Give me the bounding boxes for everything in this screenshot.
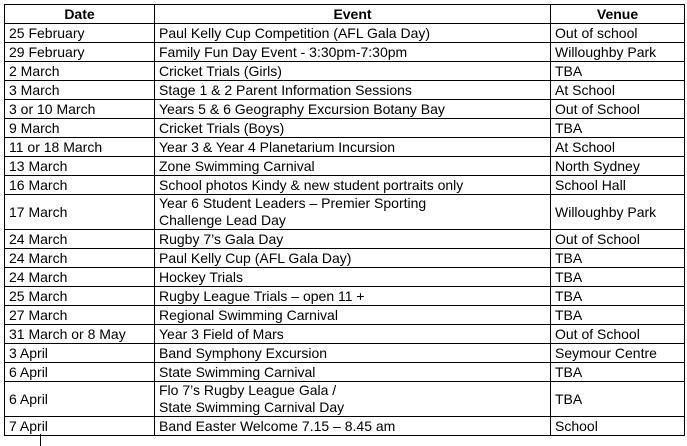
event-name-line: Flo 7’s Rugby League Gala /: [159, 382, 337, 398]
event-date: 7 April: [5, 417, 155, 436]
table-row: [5, 287, 685, 306]
event-venue: At School: [551, 138, 685, 157]
event-name: [155, 249, 551, 268]
event-name: [155, 195, 551, 230]
event-date: 31 March or 8 May: [5, 325, 155, 344]
table-row: [5, 230, 685, 249]
table-row: [5, 325, 685, 344]
event-date: 13 March: [5, 157, 155, 176]
table-row: [5, 306, 685, 325]
table-row: [5, 43, 685, 62]
event-name: [155, 62, 551, 81]
table-row: [5, 157, 685, 176]
event-name: [155, 157, 551, 176]
date-column-header: Date: [5, 5, 155, 24]
event-date: 16 March: [5, 176, 155, 195]
event-venue: Out of School: [551, 325, 685, 344]
table-row: [5, 138, 685, 157]
event-name: [155, 100, 551, 119]
event-name-line: Regional Swimming Carnival: [159, 306, 338, 323]
events-table: [4, 4, 685, 436]
event-name-line: Family Fun Day Event - 3:30pm-7:30pm: [159, 43, 408, 60]
event-name: [155, 43, 551, 62]
event-venue: TBA: [551, 119, 685, 138]
event-venue: At School: [551, 81, 685, 100]
event-venue: School Hall: [551, 176, 685, 195]
table-row: [5, 176, 685, 195]
event-venue: TBA: [551, 249, 685, 268]
event-venue: Out of School: [551, 100, 685, 119]
event-name-line: Band Symphony Excursion: [159, 344, 328, 361]
event-column-header: Event: [155, 5, 551, 24]
event-name: [155, 119, 551, 138]
table-body: [5, 24, 685, 436]
event-name: [155, 363, 551, 382]
event-name: [155, 81, 551, 100]
event-name: [155, 24, 551, 43]
event-name-line: Year 3 Field of Mars: [159, 325, 284, 342]
event-date: 3 April: [5, 344, 155, 363]
event-name: [155, 417, 551, 436]
event-venue: Willoughby Park: [551, 43, 685, 62]
event-name: [155, 230, 551, 249]
event-venue: North Sydney: [551, 157, 685, 176]
event-name-line: Hockey Trials: [159, 268, 244, 285]
event-name-line: State Swimming Carnival Day: [159, 399, 345, 415]
event-name-line: Years 5 & 6 Geography Excursion Botany Bay: [159, 100, 445, 117]
event-name-line: Stage 1 & 2 Parent Information Sessions: [159, 81, 412, 98]
event-venue: TBA: [551, 363, 685, 382]
event-name-line: State Swimming Carnival: [159, 363, 316, 380]
event-date: 25 March: [5, 287, 155, 306]
event-venue: Out of school: [551, 24, 685, 43]
table-row: [5, 100, 685, 119]
event-name-line: Rugby League Trials – open 11 +: [159, 287, 365, 304]
table-row: [5, 81, 685, 100]
event-date: 29 February: [5, 43, 155, 62]
table-row: [5, 119, 685, 138]
table-row: [5, 417, 685, 436]
event-name: [155, 176, 551, 195]
event-date: 25 February: [5, 24, 155, 43]
table-row: [5, 195, 685, 230]
event-venue: TBA: [551, 382, 685, 417]
event-venue: School: [551, 417, 685, 436]
event-venue: Seymour Centre: [551, 344, 685, 363]
event-venue: TBA: [551, 287, 685, 306]
event-name: [155, 325, 551, 344]
event-name-line: Year 3 & Year 4 Planetarium Incursion: [159, 138, 396, 155]
event-date: 6 April: [5, 363, 155, 382]
table-border-fragment: [40, 434, 41, 446]
event-date: 6 April: [5, 382, 155, 417]
event-venue: TBA: [551, 62, 685, 81]
event-name-line: Cricket Trials (Boys): [159, 119, 285, 136]
header-row: [5, 5, 685, 24]
event-name: [155, 268, 551, 287]
table-row: [5, 268, 685, 287]
event-name: [155, 306, 551, 325]
event-date: 9 March: [5, 119, 155, 138]
event-name-line: Zone Swimming Carnival: [159, 157, 315, 174]
event-venue: Willoughby Park: [551, 195, 685, 230]
table-row: [5, 62, 685, 81]
event-name-line: School photos Kindy & new student portraits only: [159, 176, 464, 193]
table-row: [5, 24, 685, 43]
event-name-line: Cricket Trials (Girls): [159, 62, 282, 79]
table-row: [5, 382, 685, 417]
event-date: 27 March: [5, 306, 155, 325]
event-name-line: Paul Kelly Cup Competition (AFL Gala Day): [159, 24, 431, 41]
event-date: 3 or 10 March: [5, 100, 155, 119]
event-name: [155, 287, 551, 306]
event-date: 24 March: [5, 268, 155, 287]
table-row: [5, 363, 685, 382]
event-venue: Out of School: [551, 230, 685, 249]
table-row: [5, 249, 685, 268]
event-name: [155, 382, 551, 417]
event-name-line: Band Easter Welcome 7.15 – 8.45 am: [159, 417, 396, 434]
event-name-line: Rugby 7’s Gala Day: [159, 230, 284, 247]
event-date: 2 March: [5, 62, 155, 81]
event-date: 11 or 18 March: [5, 138, 155, 157]
event-venue: TBA: [551, 306, 685, 325]
event-name-line: Paul Kelly Cup (AFL Gala Day): [159, 249, 352, 266]
event-date: 17 March: [5, 195, 155, 230]
event-name: [155, 138, 551, 157]
event-name: [155, 344, 551, 363]
event-date: 24 March: [5, 249, 155, 268]
venue-column-header: Venue: [551, 5, 685, 24]
event-name-line: Challenge Lead Day: [159, 212, 286, 228]
event-venue: TBA: [551, 268, 685, 287]
table-row: [5, 344, 685, 363]
event-date: 3 March: [5, 81, 155, 100]
event-date: 24 March: [5, 230, 155, 249]
event-name-line: Year 6 Student Leaders – Premier Sporting: [159, 195, 427, 211]
